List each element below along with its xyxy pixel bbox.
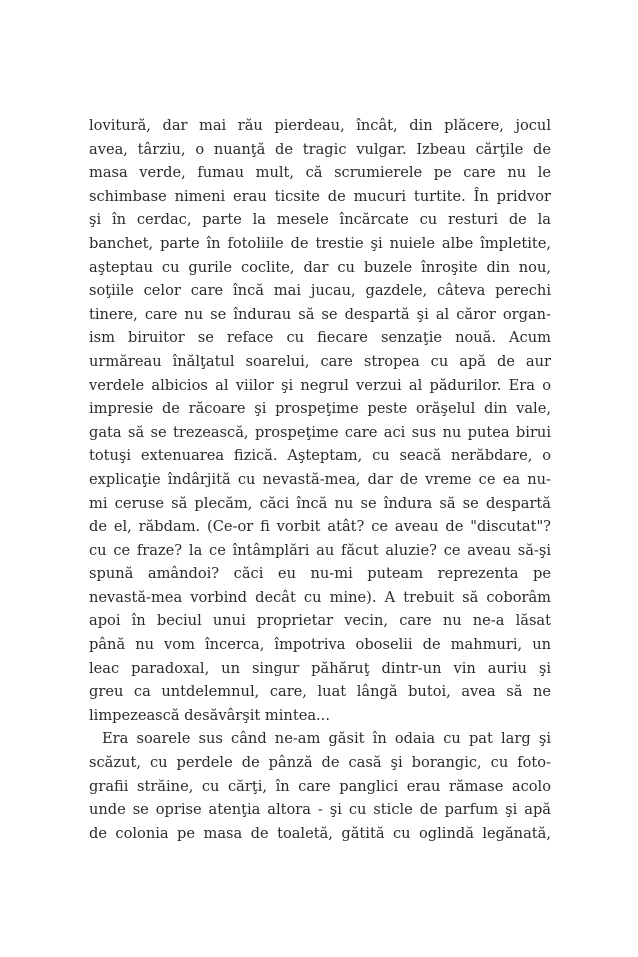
text-line: masa verde, fumau mult, că scrumierele pe care nu le (89, 164, 551, 182)
body-text (89, 114, 551, 845)
text-line: de el, răbdam. (Ce-or fi vorbit atât? ce aveau de "discutat"? (89, 518, 551, 536)
text-line: mi ceruse să plecăm, căci încă nu se îndura să se despartă (89, 494, 551, 512)
text-line: leac paradoxal, un singur păhăruţ dintr-un vin auriu şi (89, 659, 551, 677)
text-line: gata să se trezească, prospeţime care aci sus nu putea birui (89, 423, 551, 441)
text-line: totuşi extenuarea fizică. Aşteptam, cu seacă nerăbdare, o (89, 447, 551, 465)
text-line: de colonia pe masa de toaletă, gătită cu oglindă legănată, (89, 824, 551, 842)
text-line: şi în cerdac, parte la mesele încărcate cu resturi de la (89, 211, 551, 229)
text-line: scăzut, cu perdele de pânză de casă şi borangic, cu foto- (89, 754, 551, 772)
text-line: lovitură, dar mai rău pierdeau, încât, din plăcere, jocul (89, 117, 551, 134)
text-line: aşteptau cu gurile coclite, dar cu buzele înroşite din nou, (89, 258, 551, 276)
text-line: urmăreau înălţatul soarelui, care stropea cu apă de aur (89, 352, 551, 370)
text-line: grafii străine, cu cărţi, în care panglici erau rămase acolo (89, 777, 551, 795)
text-line: avea, târziu, o nuanţă de tragic vulgar. Izbeau cărţile de (89, 140, 551, 158)
text-line: banchet, parte în fotoliile de trestie şi nuiele albe împletite, (89, 234, 551, 252)
paragraph-start-line: Era soarele sus când ne-am găsit în odaia cu pat larg şi (102, 730, 551, 748)
text-line: apoi în beciul unui proprietar vecin, care nu ne-a lăsat (89, 612, 551, 630)
text-line: tinere, care nu se îndurau să se despartă şi al căror organ- (89, 305, 551, 323)
text-line: până nu vom încerca, împotriva oboselii de mahmuri, un (89, 636, 551, 654)
text-line: soţiile celor care încă mai jucau, gazdele, câteva perechi (89, 282, 551, 300)
text-line: explicaţie îndârjită cu nevastă-mea, dar de vreme ce ea nu- (89, 470, 551, 488)
text-line: spună amândoi? căci eu nu-mi puteam reprezenta pe (89, 565, 551, 583)
text-line: ism biruitor se reface cu fiecare senzaţie nouă. Acum (89, 329, 551, 347)
text-line: unde se oprise atenţia altora - şi cu sticle de parfum şi apă (89, 801, 551, 819)
text-line: impresie de răcoare şi prospeţime peste orăşelul din vale, (89, 400, 551, 418)
text-line: schimbase nimeni erau ticsite de mucuri turtite. În pridvor (89, 187, 551, 205)
text-line: cu ce fraze? la ce întâmplări au făcut aluzie? ce aveau să-şi (89, 541, 551, 559)
text-line: nevastă-mea vorbind decât cu mine). A trebuit să coborâm (89, 588, 551, 606)
paragraph-end-line: limpezească desăvârşit mintea... (89, 706, 330, 724)
text-line: verdele albicios al viilor şi negrul verzui al pădurilor. Era o (89, 376, 551, 394)
text-line: greu ca untdelemnul, care, luat lângă butoi, avea să ne (89, 683, 551, 701)
